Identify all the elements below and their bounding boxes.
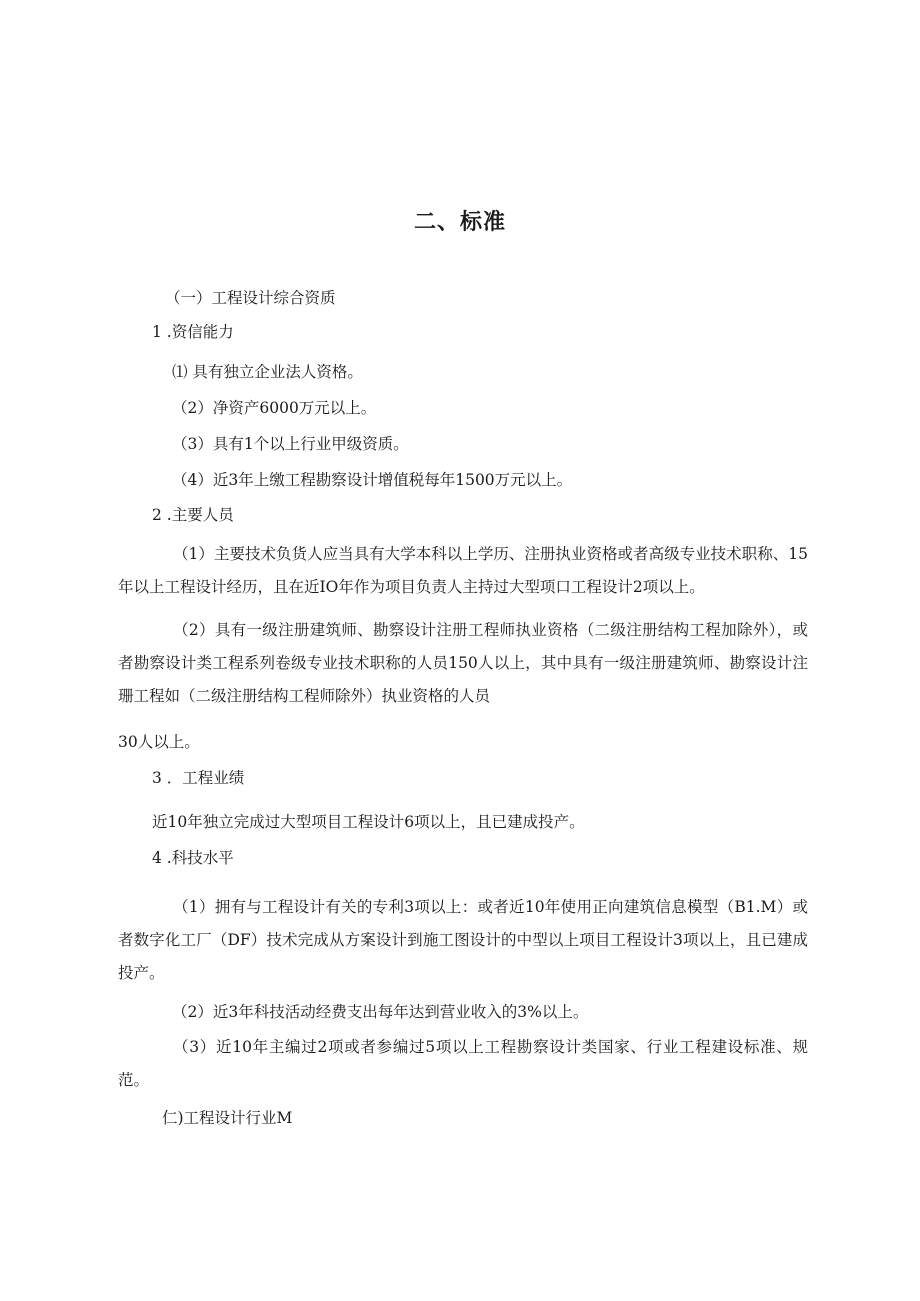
list-item: （2）净资产6000万元以上。 — [172, 399, 377, 417]
paragraph: （2）近3年科技活动经费支出每年达到营业收入的3%以上。 — [172, 1003, 589, 1021]
subheading-technology-level: 4 .科技水平 — [152, 849, 234, 867]
paragraph: （1）主要技术负货人应当具有大学本科以上学历、注册执业资格或者高级专业技术职称、15年以上工程设计经历，且在近IO年作为项目负责人主持过大型项口工程设计2项以上。 — [118, 545, 808, 596]
page-title: 二、标准 — [413, 210, 506, 235]
paragraph: 近10年独立完成过大型项目工程设计6项以上，且已建成投产。 — [152, 813, 585, 831]
section-heading-industry: 仁)工程设计行业M — [162, 1109, 293, 1127]
paragraph-tail: 30人以上。 — [118, 733, 200, 751]
subheading-key-personnel: 2 .主要人员 — [152, 506, 234, 524]
subheading-project-performance: 3 ．工程业绩 — [152, 769, 245, 787]
list-item: ⑴ 具有独立企业法人资格。 — [172, 363, 363, 381]
section-heading-comprehensive: （一）工程设计综合资质 — [165, 289, 336, 307]
subheading-credit-capability: 1 .资信能力 — [152, 323, 234, 341]
paragraph: （2）具有一级注册建筑师、勘察设计注册工程师执业资格（二级注册结构工程加除外），或者勘察设计类工程系列卷级专业技术职称的人员150人以上，其中具有一级注册建筑师、勘察设计注珊工程如（二级注册结构工程师除外）执业资格的人员 — [118, 621, 808, 705]
list-item: （4）近3年上缴工程勘察设计增值税每年1500万元以上。 — [172, 471, 573, 489]
paragraph: （3）近10年主编过2项或者参编过5项以上工程勘察设计类国家、行业工程建设标准、规范。 — [118, 1038, 808, 1089]
list-item: （3）具有1个以上行业甲级资质。 — [172, 435, 409, 453]
paragraph: （1）拥有与工程设计有关的专利3项以上：或者近10年使用正向建筑信息模型（B1.M）或者数字化工厂（DF）技术完成从方案设计到施工图设计的中型以上项目工程设计3项以上，且已建成投产。 — [118, 898, 808, 982]
